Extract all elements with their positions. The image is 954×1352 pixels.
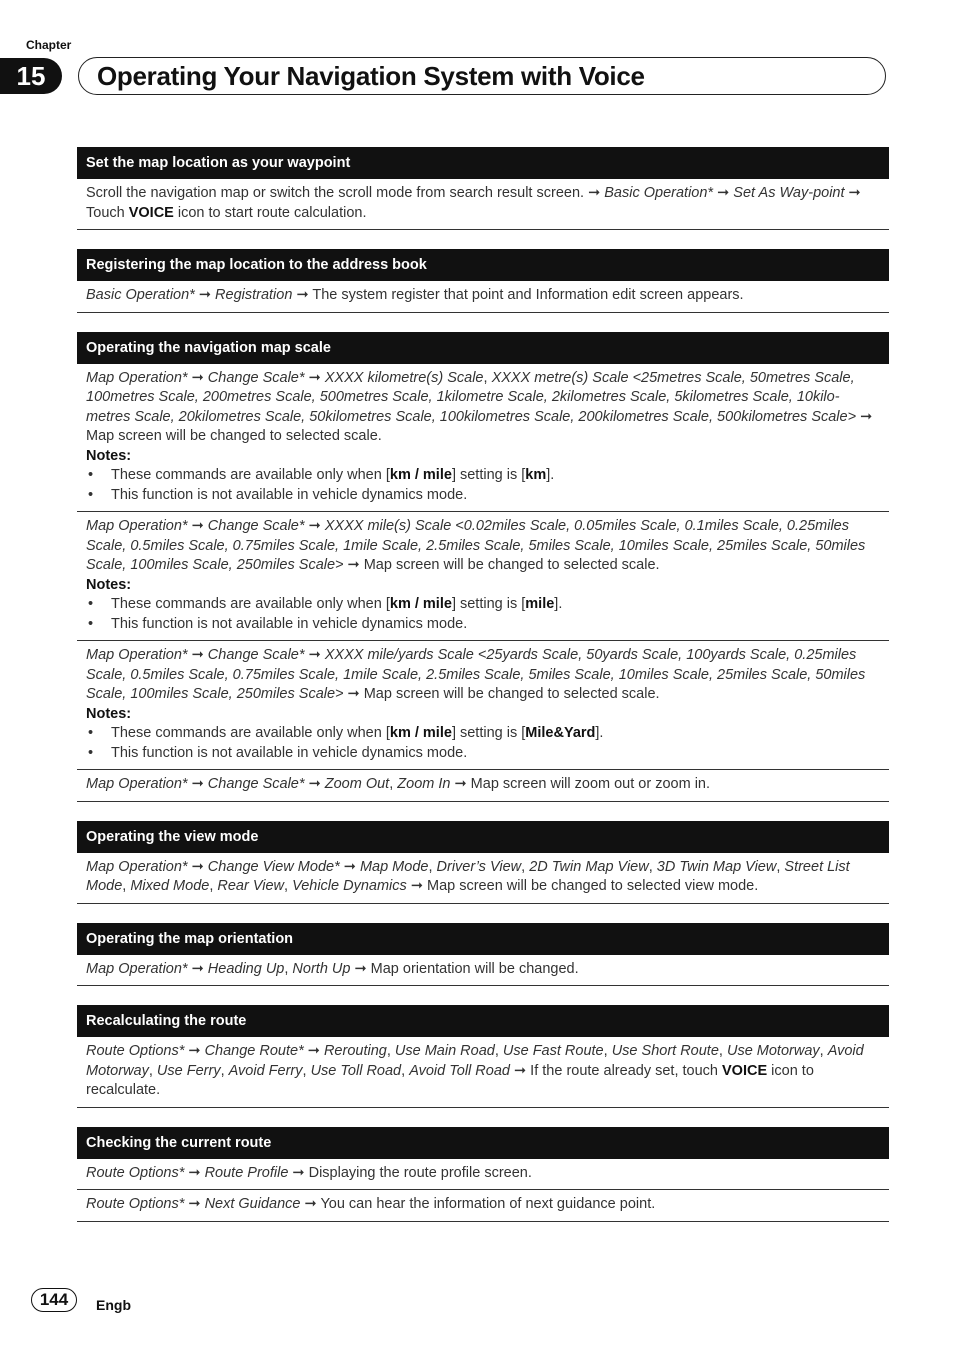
arrow-right-icon: ➞ [343, 858, 356, 875]
chapter-label: Chapter [26, 38, 72, 52]
menu-path-item: Route Options* [86, 1043, 185, 1059]
command-section [77, 1005, 889, 1108]
arrow-right-icon: ➞ [848, 185, 861, 201]
menu-path-item: Avoid Toll Road [409, 1062, 510, 1079]
menu-path-item: Rerouting [323, 1043, 387, 1059]
section-heading: Recalculating the route [77, 1005, 889, 1037]
bold-term: km / mile [389, 596, 452, 612]
page-language: Engb [96, 1297, 131, 1313]
menu-path-item: Mixed Mode [130, 878, 210, 894]
text-run: , [521, 858, 530, 875]
menu-path-item: XXXX kilometre(s) Scale [324, 369, 484, 386]
menu-path-item: Change Scale* [207, 647, 305, 663]
menu-path-item: Change Scale* [207, 518, 305, 534]
command-section [77, 147, 889, 230]
command-description [86, 1042, 880, 1101]
command-entry [77, 641, 889, 770]
menu-path-item: XXXX metre(s) Scale <25metres Scale, 50metres Scale, 100metres Scale, 200metres Scale, 500metres Scale, 1kilometre Scale, 2kilometres Scale, 5kilometres Scale, 10kilo-metres Scale, 20kilometres Scale, 50kilometres Scale, 100kilometres Scale, 200kilometres Scale, 500kilometres Scale> [86, 369, 857, 425]
menu-path-item: Map Operation* [86, 776, 188, 792]
arrow-right-icon: ➞ [198, 287, 211, 303]
text-run: ] setting is [ [451, 596, 526, 612]
command-description [86, 960, 880, 980]
command-entry [77, 1190, 889, 1222]
note-item [86, 466, 880, 486]
text-run: These commands are available only when [ [111, 467, 390, 483]
text-run: , [483, 369, 492, 386]
arrow-right-icon: ➞ [308, 776, 321, 792]
arrow-right-icon: ➞ [513, 1062, 527, 1079]
notes-title: Notes: [86, 576, 132, 593]
menu-path-item: Driver’s View [436, 858, 522, 875]
note-item [86, 615, 880, 635]
command-section [77, 332, 889, 802]
menu-path-item: Change View Mode* [207, 858, 340, 875]
menu-path-item: Route Options* [86, 1196, 185, 1212]
menu-path-item: Use Main Road [394, 1043, 495, 1059]
arrow-right-icon: ➞ [354, 960, 367, 977]
text-run: Displaying the route profile screen. [304, 1164, 532, 1181]
arrow-right-icon: ➞ [588, 185, 601, 201]
menu-path-item: Next Guidance [204, 1196, 301, 1212]
menu-path-item: XXXX mile/yards Scale <25yards Scale, 50yards Scale, 100yards Scale, 0.25miles Scale, 0.5miles Scale, 0.75miles Scale, 1mile Scale, 2.5miles Scale, 5miles Scale, 10miles Scale, 25miles Scale, 50miles Scale, 100miles Scale, 250miles Scale> [86, 647, 866, 702]
command-entry [77, 512, 889, 641]
text-run: Map orientation will be changed. [366, 960, 579, 977]
arrow-right-icon: ➞ [717, 185, 730, 201]
text-run: , [603, 1043, 612, 1059]
menu-path-item: Map Operation* [86, 858, 188, 875]
bold-term: mile [525, 596, 555, 612]
menu-path-item: Set As Way-point [733, 185, 845, 201]
chapter-number-badge: 15 [0, 58, 62, 94]
text-run: Scroll the navigation map or switch the scroll mode from search result screen. [86, 185, 589, 201]
text-run: ] setting is [ [451, 467, 526, 483]
note-item [86, 486, 880, 506]
note-item [86, 744, 880, 764]
menu-path-item: North Up [292, 960, 351, 977]
arrow-right-icon: ➞ [307, 1043, 320, 1059]
menu-path-item: Basic Operation* [86, 287, 195, 303]
command-description [86, 858, 880, 897]
text-run: , [648, 858, 657, 875]
text-run: ]. [595, 725, 604, 741]
menu-path-item: Use Toll Road [310, 1062, 402, 1079]
menu-path-item: Avoid Motorway [86, 1043, 864, 1079]
menu-path-item: Route Profile [204, 1164, 289, 1181]
menu-path-item: Map Operation* [86, 369, 188, 386]
text-run: These commands are available only when [ [111, 596, 390, 612]
menu-path-item: Zoom In [397, 776, 451, 792]
command-entry [77, 770, 889, 802]
arrow-right-icon: ➞ [191, 858, 204, 875]
page-number: 144 [31, 1288, 77, 1312]
bold-term: km / mile [389, 725, 452, 741]
command-entry [77, 1159, 889, 1191]
section-heading: Operating the view mode [77, 821, 889, 853]
command-entry [77, 853, 889, 904]
command-entry [77, 1037, 889, 1108]
text-run: Map screen will be changed to selected scale. [86, 428, 382, 444]
command-description [86, 1164, 880, 1184]
arrow-right-icon: ➞ [191, 518, 204, 534]
menu-path-item: Route Options* [86, 1164, 185, 1181]
command-description [86, 369, 880, 447]
chapter-title-box [78, 57, 886, 95]
text-run: , [386, 1043, 395, 1059]
menu-path-item: Map Operation* [86, 518, 188, 534]
menu-path-item: Use Short Route [611, 1043, 719, 1059]
bold-term: Mile&Yard [525, 725, 596, 741]
text-run: This function is not available in vehicle dynamics mode. [111, 615, 468, 632]
command-entry [77, 364, 889, 513]
command-section [77, 1127, 889, 1222]
menu-path-item: Use Fast Route [502, 1043, 604, 1059]
command-description [86, 775, 880, 795]
section-heading: Registering the map location to the address book [77, 249, 889, 281]
note-item [86, 724, 880, 744]
menu-path-item: Basic Operation* [604, 185, 714, 201]
text-run: , [494, 1043, 503, 1059]
arrow-right-icon: ➞ [308, 647, 321, 663]
command-entry [77, 281, 889, 313]
menu-path-item: Map Operation* [86, 647, 188, 663]
section-heading: Operating the navigation map scale [77, 332, 889, 364]
menu-path-item: Street List Mode [86, 858, 850, 894]
text-run: , [284, 960, 293, 977]
command-section [77, 249, 889, 313]
bold-term: km [525, 467, 547, 483]
arrow-right-icon: ➞ [410, 878, 423, 894]
text-run: , [718, 1043, 727, 1059]
arrow-right-icon: ➞ [296, 287, 309, 303]
menu-path-item: Map Mode [359, 858, 429, 875]
text-run: The system register that point and Information edit screen appears. [308, 287, 744, 303]
notes-title: Notes: [86, 447, 132, 464]
command-entry [77, 179, 889, 230]
text-run: ] setting is [ [451, 725, 526, 741]
bold-term: km / mile [389, 467, 452, 483]
bold-term: VOICE [722, 1062, 768, 1079]
text-run: This function is not available in vehicle dynamics mode. [111, 486, 468, 503]
arrow-right-icon: ➞ [308, 518, 321, 534]
arrow-right-icon: ➞ [188, 1043, 201, 1059]
menu-path-item: Change Scale* [207, 776, 305, 792]
text-run: , [148, 1062, 157, 1079]
menu-path-item: Registration [215, 287, 293, 303]
arrow-right-icon: ➞ [860, 408, 873, 425]
arrow-right-icon: ➞ [191, 776, 204, 792]
menu-path-item: Use Ferry [156, 1062, 221, 1079]
bold-term: VOICE [128, 204, 174, 221]
command-description [86, 1195, 880, 1215]
arrow-right-icon: ➞ [191, 369, 204, 386]
menu-path-item: 2D Twin Map View [529, 858, 649, 875]
command-description [86, 646, 880, 705]
arrow-right-icon: ➞ [188, 1164, 201, 1181]
arrow-right-icon: ➞ [191, 647, 204, 663]
text-run: Map screen will be changed to selected view mode. [422, 878, 759, 894]
text-run: These commands are available only when [ [111, 725, 390, 741]
content-sections [77, 147, 889, 1241]
text-run: Map screen will zoom out or zoom in. [466, 776, 711, 792]
text-run: icon to recalculate. [86, 1062, 814, 1098]
text-run: Map screen will be changed to selected scale. [359, 686, 660, 702]
menu-path-item: Vehicle Dynamics [292, 878, 407, 894]
arrow-right-icon: ➞ [188, 1196, 201, 1212]
menu-path-item: Rear View [217, 878, 285, 894]
text-run: , [389, 776, 398, 792]
text-run: , [284, 878, 293, 894]
menu-path-item: Heading Up [207, 960, 285, 977]
text-run: If the route already set, touch [526, 1062, 723, 1079]
menu-path-item: Use Motorway [726, 1043, 820, 1059]
section-heading: Operating the map orientation [77, 923, 889, 955]
menu-path-item: Avoid Ferry [228, 1062, 303, 1079]
note-item [86, 595, 880, 615]
text-run: , [819, 1043, 828, 1059]
arrow-right-icon: ➞ [304, 1196, 317, 1212]
menu-path-item: 3D Twin Map View [656, 858, 777, 875]
text-run: ]. [554, 596, 563, 612]
arrow-right-icon: ➞ [454, 776, 467, 792]
text-run: , [220, 1062, 229, 1079]
text-run: ]. [546, 467, 555, 483]
command-section [77, 923, 889, 987]
menu-path-item: XXXX mile(s) Scale <0.02miles Scale, 0.05miles Scale, 0.1miles Scale, 0.25miles Scale, 0.5miles Scale, 0.75miles Scale, 1mile Scale, 2.5miles Scale, 5miles Scale, 10miles Scale, 25miles Scale, 50miles Scale, 100miles Scale, 250miles Scale> [86, 518, 866, 573]
text-run: , [209, 878, 218, 894]
text-run: You can hear the information of next guidance point. [316, 1196, 656, 1212]
menu-path-item: Change Route* [204, 1043, 304, 1059]
text-run: , [122, 878, 131, 894]
text-run: Map screen will be changed to selected scale. [359, 557, 660, 573]
text-run: Touch [86, 204, 129, 221]
arrow-right-icon: ➞ [292, 1164, 305, 1181]
menu-path-item: Map Operation* [86, 960, 188, 977]
section-heading: Set the map location as your waypoint [77, 147, 889, 179]
arrow-right-icon: ➞ [347, 557, 360, 573]
menu-path-item: Zoom Out [324, 776, 390, 792]
arrow-right-icon: ➞ [191, 960, 204, 977]
command-description [86, 517, 880, 576]
command-entry [77, 955, 889, 987]
menu-path-item: Change Scale* [207, 369, 305, 386]
text-run: , [302, 1062, 311, 1079]
text-run: , [401, 1062, 410, 1079]
command-section [77, 821, 889, 904]
section-heading: Checking the current route [77, 1127, 889, 1159]
text-run: icon to start route calculation. [173, 204, 367, 221]
arrow-right-icon: ➞ [347, 686, 360, 702]
command-description [86, 286, 880, 306]
arrow-right-icon: ➞ [308, 369, 321, 386]
notes-title: Notes: [86, 705, 132, 722]
text-run: , [776, 858, 785, 875]
text-run: , [428, 858, 437, 875]
command-description [86, 184, 880, 223]
text-run: This function is not available in vehicle dynamics mode. [111, 744, 468, 761]
chapter-title: Operating Your Navigation System with Voice [97, 61, 645, 91]
